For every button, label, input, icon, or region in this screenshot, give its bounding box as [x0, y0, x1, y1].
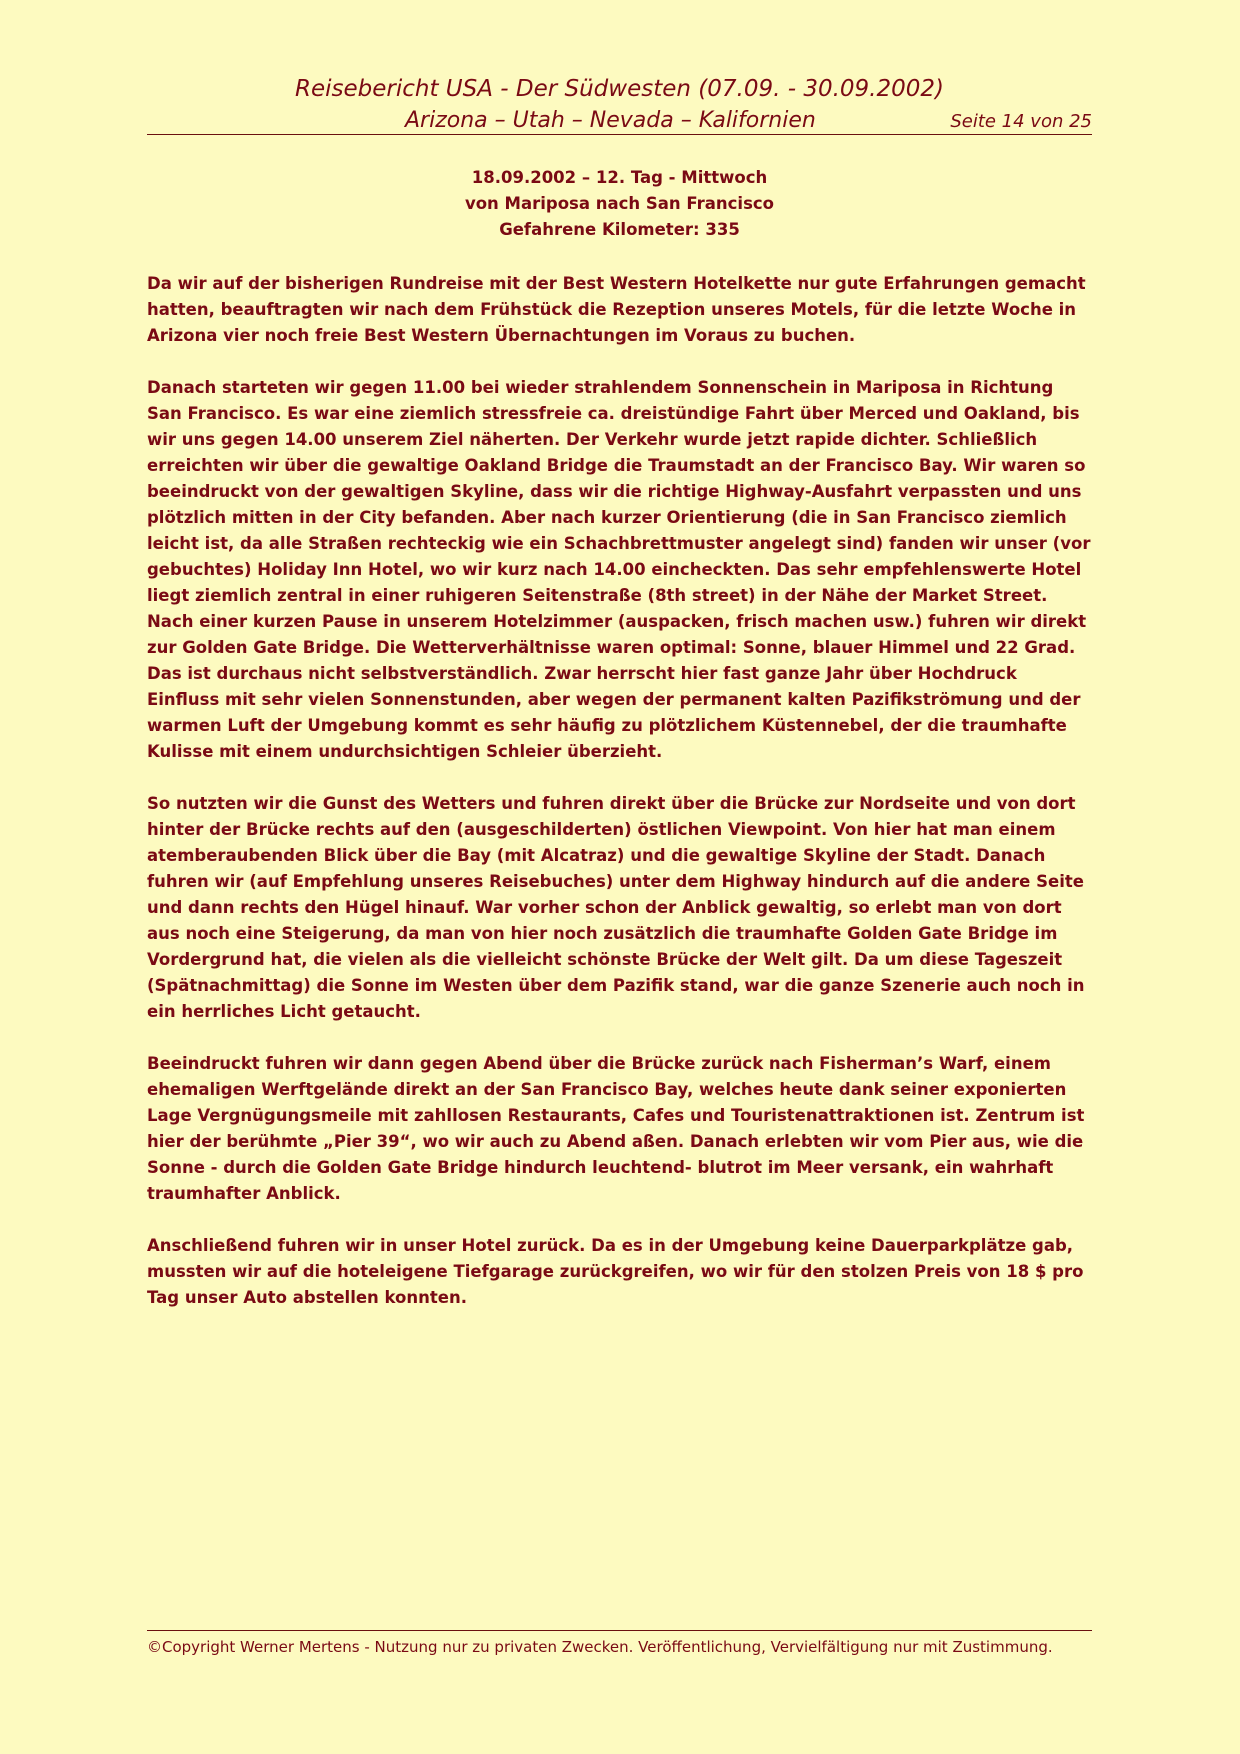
page-header [147, 74, 1092, 135]
document-subtitle: Arizona – Utah – Nevada – Kalifornien [405, 108, 816, 133]
day-route-line: von Mariposa nach San Francisco [464, 194, 775, 213]
paragraph-4: Beeindruckt fuhren wir dann gegen Abend über die Brücke zurück nach Fisherman’s Warf, einem ehemaligen Werftgelände direkt an der San Francisco Bay, welches heute dank seiner exponierten Lage Vergnügungsmeile mit zahllosen Restaurants, Cafes und Touristenattraktionen ist. Zentrum ist hier der berühmte „Pier 39“, wo wir auch zu Abend aßen. Danach erlebten wir vom Pier aus, wie die Sonne - durch die Golden Gate Bridge hindurch leuchtend- blutrot im Meer versank, ein wahrhaft traumhafter Anblick. [147, 1054, 1085, 1203]
page-footer [147, 1630, 1092, 1660]
copyright-notice: ©Copyright Werner Mertens - Nutzung nur zu privaten Zwecken. Veröffentlichung, Vervielfältigung nur mit Zustimmung. [147, 1638, 1053, 1656]
paragraph-3: So nutzten wir die Gunst des Wetters und fuhren direkt über die Brücke zur Nordseite und von dort hinter der Brücke rechts auf den (ausgeschilderten) östlichen Viewpoint. Von hier hat man einem atemberaubenden Blick über die Bay (mit Alcatraz) und die gewaltige Skyline der Stadt. Danach fuhren wir (auf Empfehlung unseres Reisebuches) unter dem Highway hindurch auf die andere Seite und dann rechts den Hügel hinauf. War vorher schon der Anblick gewaltig, so erlebt man von dort aus noch eine Steigerung, da man von hier noch zusätzlich die traumhafte Golden Gate Bridge im Vordergrund hat, die vielen als die vielleicht schönste Brücke der Welt gilt. Da um diese Tageszeit (Spätnachmittag) die Sonne im Westen über dem Pazifik stand, war die ganze Szenerie auch noch in ein herrliches Licht getaucht. [147, 794, 1085, 1021]
paragraph-2: Danach starteten wir gegen 11.00 bei wieder strahlendem Sonnenschein in Mariposa in Richtung San Francisco. Es war eine ziemlich stressfreie ca. dreistündige Fahrt über Merced und Oakland, bis wir uns gegen 14.00 unserem Ziel näherten. Der Verkehr wurde jetzt rapide dichter. Schließlich erreichten wir über die gewaltige Oakland Bridge die Traumstadt an der Francisco Bay. Wir waren so beeindruckt von der gewaltigen Skyline, dass wir die richtige Highway-Ausfahrt verpassten und uns plötzlich mitten in der City befanden. Aber nach kurzer Orientierung (die in San Francisco ziemlich leicht ist, da alle Straßen rechteckig wie ein Schachbrettmuster angelegt sind) fanden wir unser (vor gebuchtes) Holiday Inn Hotel, wo wir kurz nach 14.00 eincheckten. Das sehr empfehlenswerte Hotel liegt ziemlich zentral in einer ruhigeren Seitenstraße (8th street) in der Nähe der Market Street. Nach einer kurzen Pause in unserem Hotelzimmer (auspacken, frisch machen usw.) fuhren wir direkt zur Golden Gate Bridge. Die Wetterverhältnisse waren optimal: Sonne, blauer Himmel und 22 Grad. Das ist durchaus nicht selbstverständlich. Zwar herrscht hier fast ganze Jahr über Hochdruck Einfluss mit sehr vielen Sonnenstunden, aber wegen der permanent kalten Pazifikströmung und der warmen Luft der Umgebung kommt es sehr häufig zu plötzlichem Küstennebel, der die traumhafte Kulisse mit einem undurchsichtigen Schleier überzieht. [147, 378, 1091, 761]
day-date-line: 18.09.2002 – 12. Tag - Mittwoch [471, 168, 768, 187]
paragraph-1: Da wir auf der bisherigen Rundreise mit der Best Western Hotelkette nur gute Erfahrungen gemacht hatten, beauftragten wir nach dem Frühstück die Rezeption unseres Motels, für die letzte Woche in Arizona vier noch freie Best Western Übernachtungen im Voraus zu buchen. [147, 274, 1086, 345]
page-number: Seite 14 von 25 [950, 111, 1092, 132]
day-heading [147, 165, 1092, 243]
paragraph-5: Anschließend fuhren wir in unser Hotel zurück. Da es in der Umgebung keine Dauerparkplätze gab, mussten wir auf die hoteleigene Tiefgarage zurückgreifen, wo wir für den stolzen Preis von 18 $ pro Tag unser Auto abstellen konnten. [147, 1236, 1084, 1307]
report-body [147, 271, 1092, 1337]
day-distance-line: Gefahrene Kilometer: 335 [499, 220, 740, 239]
document-title: Reisebericht USA - Der Südwesten (07.09. - 30.09.2002) [294, 76, 944, 102]
